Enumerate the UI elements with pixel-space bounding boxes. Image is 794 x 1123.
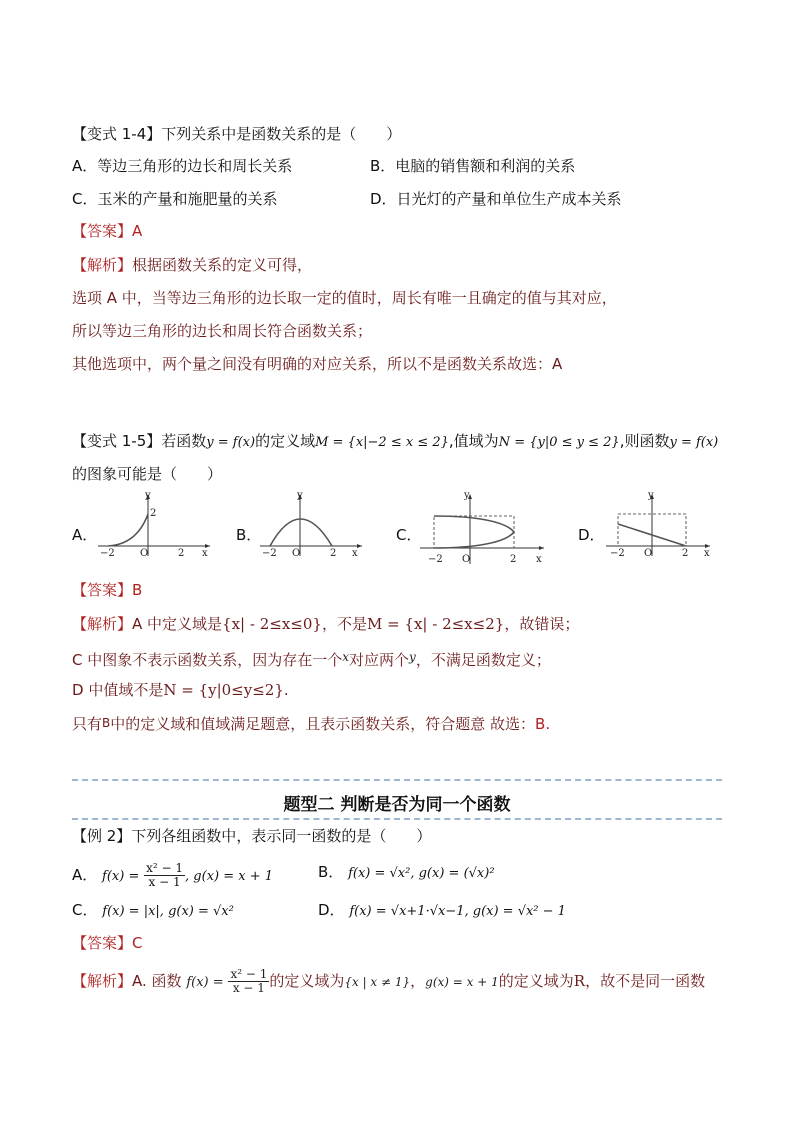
graph-b xyxy=(258,490,368,560)
answer-value: A xyxy=(132,222,143,240)
domain-set: {x | x ≠ 1} xyxy=(344,975,411,989)
origin-label: O xyxy=(462,554,471,565)
x-axis-arrow xyxy=(357,544,362,548)
question-line-2: 的图象可能是（ ） xyxy=(72,465,223,483)
answer-value: B. xyxy=(535,715,551,733)
function-rhs: , g(x) = x + 1 xyxy=(185,869,274,884)
y-label: y xyxy=(648,490,654,501)
graph-label-a: A． xyxy=(72,526,98,544)
question-header-1-4: 【变式 1-4】下列关系中是函数关系的是（ ） xyxy=(72,125,402,143)
analysis-text: A 中定义域是 xyxy=(132,615,223,633)
domain-set: M = {x| - 2≤x≤2} xyxy=(366,615,505,633)
analysis-line-4: 其他选项中，两个量之间没有明确的对应关系，所以不是函数关系故选：A xyxy=(72,355,563,373)
option-c: C．玉米的产量和施肥量的关系 xyxy=(72,190,278,208)
analysis-text: D 中值域不是 xyxy=(72,681,164,699)
function-expr: g(x) = x + 1 xyxy=(425,975,499,989)
section-title: 题型二 判断是否为同一个函数 xyxy=(283,795,511,815)
analysis-tag: 【解析】 xyxy=(72,256,133,274)
analysis-line-2 xyxy=(72,647,551,670)
question-text: 的定义域 xyxy=(255,432,316,450)
analysis-text: 根据函数关系的定义可得， xyxy=(132,256,313,274)
domain-set: M = {x|−2 ≤ x ≤ 2} xyxy=(315,435,449,450)
var-x: x xyxy=(342,650,350,664)
fraction xyxy=(228,968,269,995)
function-expr: f(x) = |x|, g(x) = √x² xyxy=(102,904,234,919)
answer-tag: 【答案】 xyxy=(72,222,133,240)
domain-set: {x| - 2≤x≤0} xyxy=(222,615,322,633)
analysis-text: . xyxy=(283,681,289,699)
question-text: ,则函数 xyxy=(619,432,670,450)
analysis-text: 只有 xyxy=(72,715,103,733)
option-label: C． xyxy=(72,901,98,919)
x-label: x xyxy=(536,554,542,565)
function-expr: f(x) = √x², g(x) = (√x)² xyxy=(348,866,495,881)
function-expr: y = f(x) xyxy=(206,435,256,450)
analysis-line-3: 所以等边三角形的边长和周长符合函数关系； xyxy=(72,322,373,340)
question-header-ex2: 【例 2】下列各组函数中，表示同一函数的是（ ） xyxy=(72,827,432,845)
option-ref: B xyxy=(102,716,111,730)
x-axis-arrow xyxy=(539,546,544,550)
option-a: A．等边三角形的边长和周长关系 xyxy=(72,157,293,175)
question-text: ,值域为 xyxy=(448,432,499,450)
answer-value: C xyxy=(132,934,143,952)
analysis-text: A. 函数 xyxy=(132,972,182,990)
analysis-text: 对应两个 xyxy=(349,651,410,669)
function-lhs: f(x) = xyxy=(186,975,224,990)
answer-value: B xyxy=(132,581,143,599)
graph-label-b: B． xyxy=(236,526,262,544)
question-tag: 【变式 1-5】若函数 xyxy=(72,432,207,450)
section-divider-bottom xyxy=(72,818,722,820)
analysis-text: ，故错误； xyxy=(504,615,580,633)
analysis-line-1 xyxy=(72,614,579,634)
fraction-numerator: x² − 1 xyxy=(146,861,184,875)
graph-label-c: C． xyxy=(396,526,422,544)
analysis-line-1 xyxy=(72,968,705,998)
analysis-text: 的定义域为 xyxy=(269,972,345,990)
y-label: y xyxy=(297,490,303,501)
x-label: x xyxy=(352,548,358,559)
analysis-line-2: 选项 A 中，当等边三角形的边长取一定的值时，周长有唯一且确定的值与其对应， xyxy=(72,289,617,307)
x-label: x xyxy=(704,548,710,559)
var-y: y xyxy=(409,650,416,664)
graph-c xyxy=(418,490,550,568)
tick-neg2: −2 xyxy=(428,554,443,565)
question-header-1-5 xyxy=(72,431,718,453)
origin-label: O xyxy=(140,548,149,559)
answer-line xyxy=(72,933,143,953)
range-set: N = {y|0 ≤ y ≤ 2} xyxy=(498,435,620,450)
tick-2: 2 xyxy=(682,548,689,559)
option-label: B． xyxy=(318,863,344,881)
fraction xyxy=(144,862,185,889)
analysis-text: 中的定义域和值域满足题意，且表示函数关系，符合题意 故选： xyxy=(110,715,536,733)
graph-a xyxy=(96,490,216,560)
graph-curve xyxy=(270,519,332,546)
option-d: D．日光灯的产量和单位生产成本关系 xyxy=(370,190,622,208)
answer-tag: 【答案】 xyxy=(72,934,133,952)
option-label: D． xyxy=(318,901,345,919)
analysis-text: ，不满足函数定义； xyxy=(415,651,551,669)
graph-curve xyxy=(434,516,514,548)
tick-2: 2 xyxy=(178,548,185,559)
tick-2: 2 xyxy=(510,554,517,565)
analysis-text: ，故不是同一函数 xyxy=(585,972,706,990)
function-expr: f(x) = √x+1·√x−1, g(x) = √x² − 1 xyxy=(349,904,566,919)
x-label: x xyxy=(202,548,208,559)
option-a xyxy=(72,861,274,889)
fraction-numerator: x² − 1 xyxy=(230,967,268,981)
fraction-denominator: x − 1 xyxy=(148,875,181,889)
analysis-text: ，不是 xyxy=(321,615,367,633)
option-d xyxy=(318,900,566,922)
answer-tag: 【答案】 xyxy=(72,581,133,599)
section-divider-top xyxy=(72,779,722,781)
option-b: B．电脑的销售额和利润的关系 xyxy=(370,157,576,175)
y-label: y xyxy=(145,490,151,501)
function-lhs: f(x) = xyxy=(102,869,140,884)
graph-label-d: D． xyxy=(578,526,605,544)
option-c xyxy=(72,900,234,922)
analysis-tag: 【解析】 xyxy=(72,972,133,990)
graph-d xyxy=(604,490,716,560)
tick-2: 2 xyxy=(330,548,337,559)
analysis-tag: 【解析】 xyxy=(72,615,133,633)
origin-label: O xyxy=(292,548,301,559)
option-label: A． xyxy=(72,866,98,884)
tick-neg2: −2 xyxy=(100,548,115,559)
function-expr: y = f(x) xyxy=(669,435,719,450)
bounding-box xyxy=(434,516,514,548)
real-set: R xyxy=(573,972,586,990)
range-set: N = {y|0≤y≤2} xyxy=(163,681,284,699)
y-label: y xyxy=(464,490,470,501)
analysis-line-1 xyxy=(72,255,312,275)
analysis-line-3 xyxy=(72,680,289,700)
option-b xyxy=(318,862,495,884)
tick-neg2: −2 xyxy=(262,548,277,559)
analysis-text: ， xyxy=(410,972,426,990)
fraction-denominator: x − 1 xyxy=(232,981,265,995)
analysis-text: C 中图象不表示函数关系，因为存在一个 xyxy=(72,651,343,669)
answer-line xyxy=(72,580,142,600)
graph-curve xyxy=(108,514,148,546)
analysis-text: 的定义域为 xyxy=(498,972,574,990)
origin-label: O xyxy=(644,548,653,559)
answer-line xyxy=(72,221,142,241)
tick-neg2: −2 xyxy=(610,548,625,559)
analysis-line-4 xyxy=(72,713,550,734)
tick-2-y: 2 xyxy=(150,508,157,519)
